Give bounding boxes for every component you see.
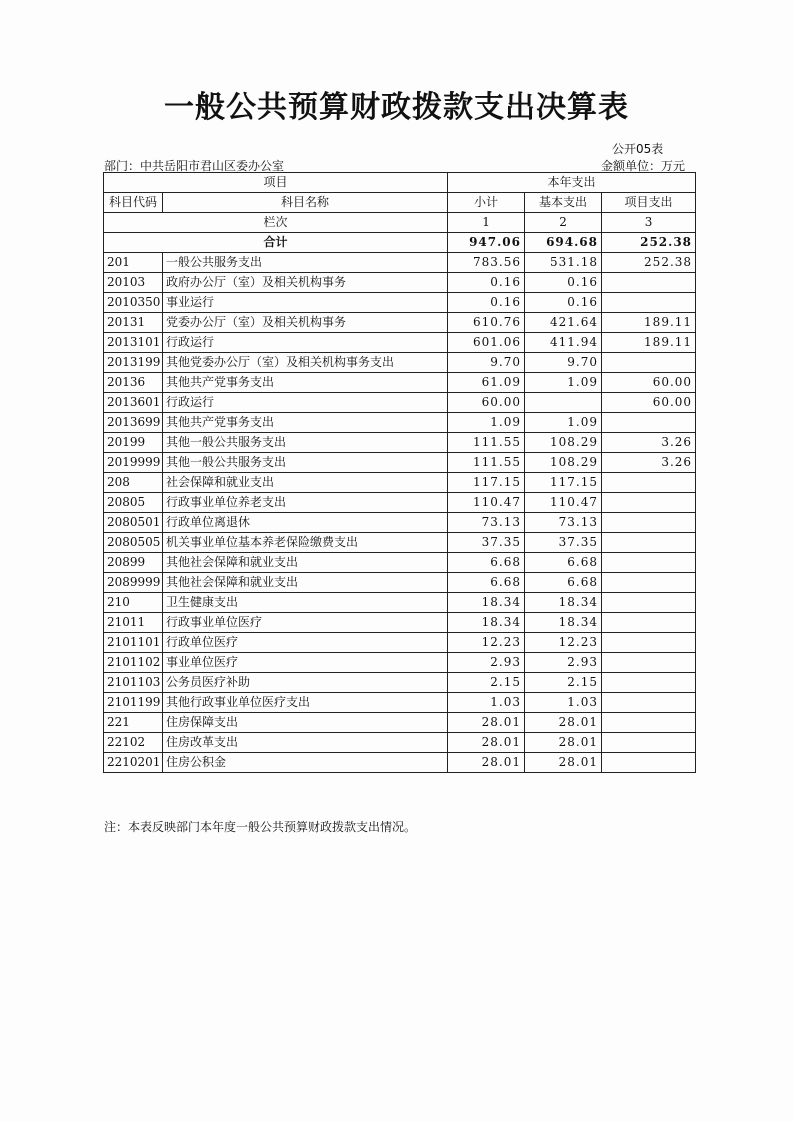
table-row: [104, 353, 696, 373]
row-code: 20131: [104, 313, 163, 333]
row-basic: 0.16: [525, 293, 602, 313]
form-number: 公开05表: [612, 142, 664, 156]
row-subtotal: 601.06: [448, 333, 525, 353]
row-project: [602, 353, 696, 373]
total-row: [104, 233, 696, 253]
row-code: 2013199: [104, 353, 163, 373]
row-basic: 2.93: [525, 653, 602, 673]
row-subtotal: 1.09: [448, 413, 525, 433]
row-basic: 73.13: [525, 513, 602, 533]
row-basic: 108.29: [525, 433, 602, 453]
row-basic: 411.94: [525, 333, 602, 353]
row-basic: 28.01: [525, 733, 602, 753]
page-title: 一般公共预算财政拨款支出决算表: [164, 90, 629, 125]
row-project: 252.38: [602, 253, 696, 273]
table-row: [104, 413, 696, 433]
footnote: 注：本表反映部门本年度一般公共预算财政拨款支出情况。: [104, 820, 417, 834]
header-code: 科目代码: [104, 193, 163, 213]
row-subtotal: 2.15: [448, 673, 525, 693]
row-name: 事业运行: [163, 293, 448, 313]
header-subtotal: 小计: [448, 193, 525, 213]
row-basic: 37.35: [525, 533, 602, 553]
total-project: 252.38: [602, 233, 696, 253]
row-name: 其他共产党事务支出: [163, 373, 448, 393]
table-row: [104, 393, 696, 413]
row-subtotal: 783.56: [448, 253, 525, 273]
row-project: 189.11: [602, 313, 696, 333]
row-subtotal: 9.70: [448, 353, 525, 373]
row-code: 2013699: [104, 413, 163, 433]
row-subtotal: 0.16: [448, 293, 525, 313]
row-name: 社会保障和就业支出: [163, 473, 448, 493]
row-subtotal: 12.23: [448, 633, 525, 653]
row-subtotal: 28.01: [448, 733, 525, 753]
row-basic: 2.15: [525, 673, 602, 693]
row-name: 机关事业单位基本养老保险缴费支出: [163, 533, 448, 553]
row-basic: 9.70: [525, 353, 602, 373]
row-basic: 1.03: [525, 693, 602, 713]
row-name: 行政运行: [163, 393, 448, 413]
row-subtotal: 110.47: [448, 493, 525, 513]
row-code: 2013101: [104, 333, 163, 353]
row-name: 其他一般公共服务支出: [163, 453, 448, 473]
row-project: [602, 553, 696, 573]
row-subtotal: 6.68: [448, 573, 525, 593]
column-number-label: 栏次: [104, 213, 448, 233]
row-basic: 18.34: [525, 593, 602, 613]
row-project: [602, 293, 696, 313]
header-name: 科目名称: [163, 193, 448, 213]
row-code: 2101103: [104, 673, 163, 693]
row-project: 189.11: [602, 333, 696, 353]
row-basic: 28.01: [525, 713, 602, 733]
row-name: 其他社会保障和就业支出: [163, 553, 448, 573]
row-name: 行政运行: [163, 333, 448, 353]
column-number-3: 3: [602, 213, 696, 233]
row-subtotal: 60.00: [448, 393, 525, 413]
row-code: 2080501: [104, 513, 163, 533]
table-row: [104, 693, 696, 713]
row-project: [602, 533, 696, 553]
row-code: 20899: [104, 553, 163, 573]
row-name: 住房保障支出: [163, 713, 448, 733]
row-project: [602, 653, 696, 673]
row-subtotal: 18.34: [448, 593, 525, 613]
row-basic: [525, 393, 602, 413]
row-code: 208: [104, 473, 163, 493]
table-row: [104, 453, 696, 473]
row-code: 2101199: [104, 693, 163, 713]
row-project: 60.00: [602, 373, 696, 393]
table-row: [104, 333, 696, 353]
row-name: 公务员医疗补助: [163, 673, 448, 693]
table-row: [104, 573, 696, 593]
row-project: [602, 273, 696, 293]
row-subtotal: 2.93: [448, 653, 525, 673]
expenditure-table: [103, 172, 696, 773]
total-basic: 694.68: [525, 233, 602, 253]
row-project: [602, 613, 696, 633]
row-code: 2013601: [104, 393, 163, 413]
row-subtotal: 28.01: [448, 753, 525, 773]
row-project: [602, 413, 696, 433]
row-code: 2080505: [104, 533, 163, 553]
row-code: 22102: [104, 733, 163, 753]
table-row: [104, 753, 696, 773]
table-row: [104, 433, 696, 453]
table-row: [104, 473, 696, 493]
table-row: [104, 633, 696, 653]
row-subtotal: 6.68: [448, 553, 525, 573]
row-code: 2101101: [104, 633, 163, 653]
table-row: [104, 593, 696, 613]
row-name: 事业单位医疗: [163, 653, 448, 673]
table-row: [104, 653, 696, 673]
total-label: 合计: [104, 233, 448, 253]
row-basic: 531.18: [525, 253, 602, 273]
row-name: 住房改革支出: [163, 733, 448, 753]
header-item: 项目: [104, 173, 448, 193]
row-subtotal: 18.34: [448, 613, 525, 633]
row-basic: 421.64: [525, 313, 602, 333]
row-subtotal: 28.01: [448, 713, 525, 733]
row-basic: 6.68: [525, 553, 602, 573]
row-project: [602, 753, 696, 773]
row-project: [602, 473, 696, 493]
table-row: [104, 733, 696, 753]
row-name: 卫生健康支出: [163, 593, 448, 613]
table-row: [104, 313, 696, 333]
table-row: [104, 553, 696, 573]
row-basic: 28.01: [525, 753, 602, 773]
row-project: [602, 633, 696, 653]
row-code: 2010350: [104, 293, 163, 313]
row-basic: 12.23: [525, 633, 602, 653]
row-basic: 108.29: [525, 453, 602, 473]
row-subtotal: 117.15: [448, 473, 525, 493]
row-subtotal: 111.55: [448, 433, 525, 453]
header-current-year: 本年支出: [448, 173, 696, 193]
row-name: 行政单位医疗: [163, 633, 448, 653]
row-basic: 1.09: [525, 413, 602, 433]
row-name: 行政事业单位医疗: [163, 613, 448, 633]
row-basic: 110.47: [525, 493, 602, 513]
table-row: [104, 373, 696, 393]
amount-unit-label: 金额单位：万元: [601, 159, 686, 173]
table-row: [104, 713, 696, 733]
row-code: 20136: [104, 373, 163, 393]
row-project: 3.26: [602, 433, 696, 453]
row-basic: 6.68: [525, 573, 602, 593]
row-project: 3.26: [602, 453, 696, 473]
column-number-1: 1: [448, 213, 525, 233]
table-row: [104, 253, 696, 273]
table-row: [104, 673, 696, 693]
row-name: 一般公共服务支出: [163, 253, 448, 273]
row-code: 221: [104, 713, 163, 733]
row-name: 行政事业单位养老支出: [163, 493, 448, 513]
row-name: 其他党委办公厅（室）及相关机构事务支出: [163, 353, 448, 373]
row-code: 2101102: [104, 653, 163, 673]
row-name: 党委办公厅（室）及相关机构事务: [163, 313, 448, 333]
row-name: 其他行政事业单位医疗支出: [163, 693, 448, 713]
column-number-2: 2: [525, 213, 602, 233]
table-row: [104, 613, 696, 633]
row-subtotal: 0.16: [448, 273, 525, 293]
row-subtotal: 1.03: [448, 693, 525, 713]
row-project: [602, 593, 696, 613]
row-project: [602, 513, 696, 533]
header-row-columns: [104, 193, 696, 213]
row-project: 60.00: [602, 393, 696, 413]
row-code: 20103: [104, 273, 163, 293]
row-name: 住房公积金: [163, 753, 448, 773]
row-basic: 18.34: [525, 613, 602, 633]
row-code: 2210201: [104, 753, 163, 773]
table-row: [104, 533, 696, 553]
table-row: [104, 273, 696, 293]
row-code: 2089999: [104, 573, 163, 593]
row-name: 其他共产党事务支出: [163, 413, 448, 433]
row-project: [602, 673, 696, 693]
department-label: 部门：中共岳阳市君山区委办公室: [104, 159, 285, 173]
row-name: 政府办公厅（室）及相关机构事务: [163, 273, 448, 293]
row-code: 20199: [104, 433, 163, 453]
row-code: 21011: [104, 613, 163, 633]
header-row-top: [104, 173, 696, 193]
row-basic: 0.16: [525, 273, 602, 293]
row-subtotal: 73.13: [448, 513, 525, 533]
row-subtotal: 61.09: [448, 373, 525, 393]
row-project: [602, 693, 696, 713]
row-basic: 1.09: [525, 373, 602, 393]
row-code: 201: [104, 253, 163, 273]
row-project: [602, 713, 696, 733]
row-basic: 117.15: [525, 473, 602, 493]
row-subtotal: 37.35: [448, 533, 525, 553]
row-project: [602, 493, 696, 513]
row-code: 210: [104, 593, 163, 613]
row-subtotal: 610.76: [448, 313, 525, 333]
row-subtotal: 111.55: [448, 453, 525, 473]
row-project: [602, 733, 696, 753]
row-project: [602, 573, 696, 593]
row-name: 其他一般公共服务支出: [163, 433, 448, 453]
total-subtotal: 947.06: [448, 233, 525, 253]
row-name: 行政单位离退休: [163, 513, 448, 533]
table-row: [104, 293, 696, 313]
row-name: 其他社会保障和就业支出: [163, 573, 448, 593]
header-basic: 基本支出: [525, 193, 602, 213]
row-code: 20805: [104, 493, 163, 513]
table-row: [104, 493, 696, 513]
table-row: [104, 513, 696, 533]
column-number-row: [104, 213, 696, 233]
row-code: 2019999: [104, 453, 163, 473]
header-project: 项目支出: [602, 193, 696, 213]
